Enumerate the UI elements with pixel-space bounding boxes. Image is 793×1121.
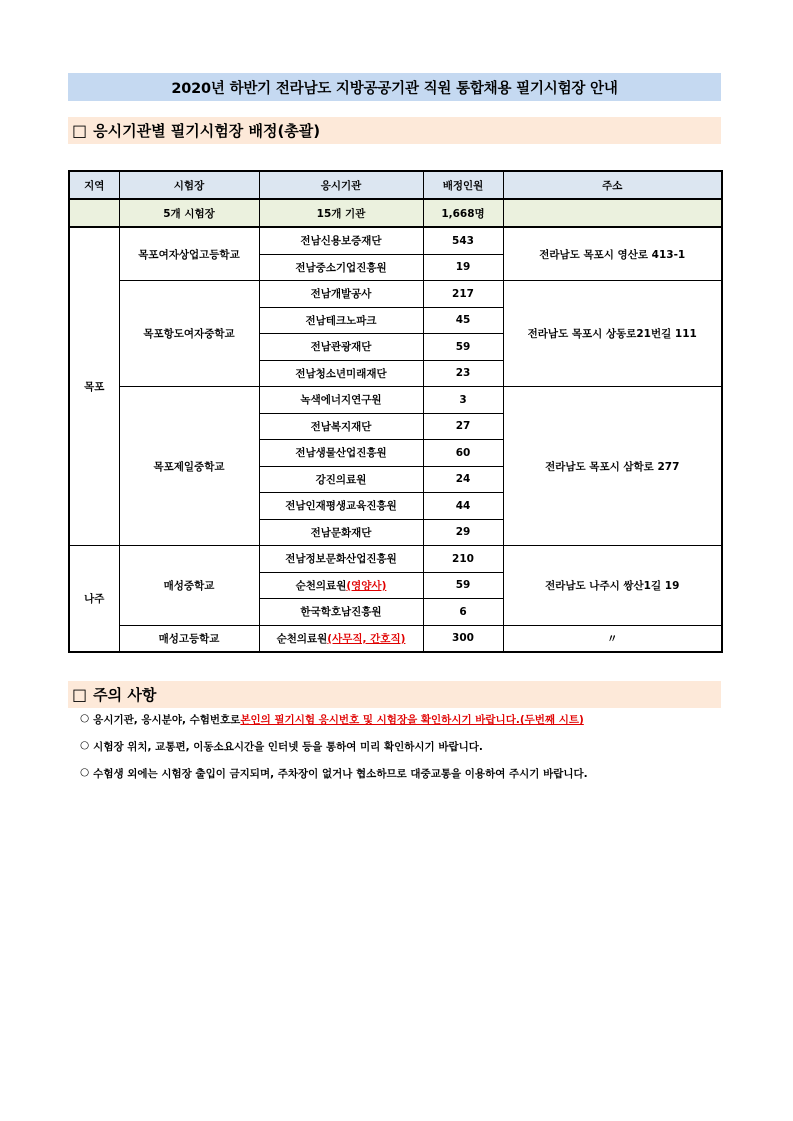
address-cell: 전라남도 목포시 영산로 413-1 — [503, 227, 722, 281]
table-row — [69, 625, 722, 652]
count-cell: 210 — [423, 546, 503, 573]
venue-cell: 매성고등학교 — [119, 625, 259, 652]
header-venue: 시험장 — [119, 171, 259, 199]
venue-cell: 목포여자상업고등학교 — [119, 227, 259, 281]
agency-cell: 전남관광재단 — [259, 334, 423, 361]
region-cell: 나주 — [69, 546, 119, 653]
agency-cell: 전남테크노파크 — [259, 307, 423, 334]
region-cell: 목포 — [69, 227, 119, 546]
venue-allocation-table — [68, 170, 723, 653]
header-agency: 응시기관 — [259, 171, 423, 199]
notes-list — [80, 712, 588, 793]
section-title: 응시기관별 필기시험장 배정(총괄) — [93, 122, 321, 140]
address-cell: 전라남도 목포시 상동로21번길 111 — [503, 281, 722, 387]
section-header-allocation — [68, 117, 721, 144]
circle-bullet-icon: ○ — [80, 766, 90, 778]
agency-cell: 전남개발공사 — [259, 281, 423, 308]
summary-region — [69, 199, 119, 227]
count-cell: 217 — [423, 281, 503, 308]
venue-cell: 목포항도여자중학교 — [119, 281, 259, 387]
summary-address — [503, 199, 722, 227]
count-cell: 300 — [423, 625, 503, 652]
count-cell: 543 — [423, 227, 503, 254]
agency-cell: 한국학호남진흥원 — [259, 599, 423, 626]
count-cell: 59 — [423, 572, 503, 599]
agency-note: (영양사) — [346, 579, 387, 592]
agency-cell — [259, 625, 423, 652]
venue-cell: 매성중학교 — [119, 546, 259, 626]
list-item — [80, 739, 588, 766]
address-cell: 전라남도 나주시 쌍산1길 19 — [503, 546, 722, 626]
table-row — [69, 227, 722, 254]
page-title: 2020년 하반기 전라남도 지방공공기관 직원 통합채용 필기시험장 안내 — [68, 73, 721, 101]
checkbox-square-icon: □ — [72, 685, 88, 704]
agency-cell: 녹색에너지연구원 — [259, 387, 423, 414]
table-row — [69, 546, 722, 573]
table-header-row — [69, 171, 722, 199]
circle-bullet-icon: ○ — [80, 739, 90, 751]
header-address: 주소 — [503, 171, 722, 199]
summary-count: 1,668명 — [423, 199, 503, 227]
agency-cell: 전남복지재단 — [259, 413, 423, 440]
agency-cell: 강진의료원 — [259, 466, 423, 493]
address-cell: 〃 — [503, 625, 722, 652]
section-title: 주의 사항 — [93, 686, 157, 704]
header-region: 지역 — [69, 171, 119, 199]
agency-cell: 전남생물산업진흥원 — [259, 440, 423, 467]
list-item — [80, 766, 588, 793]
count-cell: 24 — [423, 466, 503, 493]
circle-bullet-icon: ○ — [80, 712, 90, 724]
venue-cell: 목포제일중학교 — [119, 387, 259, 546]
note-text: 응시기관, 응시분야, 수험번호로 — [93, 714, 241, 726]
agency-cell: 전남청소년미래재단 — [259, 360, 423, 387]
count-cell: 29 — [423, 519, 503, 546]
table-row — [69, 387, 722, 414]
agency-cell: 전남문화재단 — [259, 519, 423, 546]
agency-cell: 전남중소기업진흥원 — [259, 254, 423, 281]
section-header-notes — [68, 681, 721, 708]
agency-cell: 전남정보문화산업진흥원 — [259, 546, 423, 573]
checkbox-square-icon: □ — [72, 121, 88, 140]
list-item — [80, 712, 588, 739]
count-cell: 44 — [423, 493, 503, 520]
note-text: 수험생 외에는 시험장 출입이 금지되며, 주차장이 없거나 협소하므로 대중교통을 이용하여 주시기 바랍니다. — [93, 768, 588, 780]
note-text: 시험장 위치, 교통편, 이동소요시간을 인터넷 등을 통하여 미리 확인하시기 바랍니다. — [93, 741, 483, 753]
header-count: 배정인원 — [423, 171, 503, 199]
table-row — [69, 281, 722, 308]
summary-row — [69, 199, 722, 227]
agency-name: 순천의료원 — [276, 632, 328, 645]
count-cell: 19 — [423, 254, 503, 281]
agency-note: (사무직, 간호직) — [327, 632, 406, 645]
agency-name: 순천의료원 — [295, 579, 347, 592]
count-cell: 6 — [423, 599, 503, 626]
agency-cell: 전남인재평생교육진흥원 — [259, 493, 423, 520]
agency-cell: 전남신용보증재단 — [259, 227, 423, 254]
summary-venue: 5개 시험장 — [119, 199, 259, 227]
note-highlight: 본인의 필기시험 응시번호 및 시험장을 확인하시기 바랍니다.(두번째 시트) — [240, 714, 584, 726]
count-cell: 27 — [423, 413, 503, 440]
count-cell: 45 — [423, 307, 503, 334]
summary-agency: 15개 기관 — [259, 199, 423, 227]
count-cell: 59 — [423, 334, 503, 361]
agency-cell — [259, 572, 423, 599]
count-cell: 23 — [423, 360, 503, 387]
count-cell: 60 — [423, 440, 503, 467]
address-cell: 전라남도 목포시 삼학로 277 — [503, 387, 722, 546]
count-cell: 3 — [423, 387, 503, 414]
